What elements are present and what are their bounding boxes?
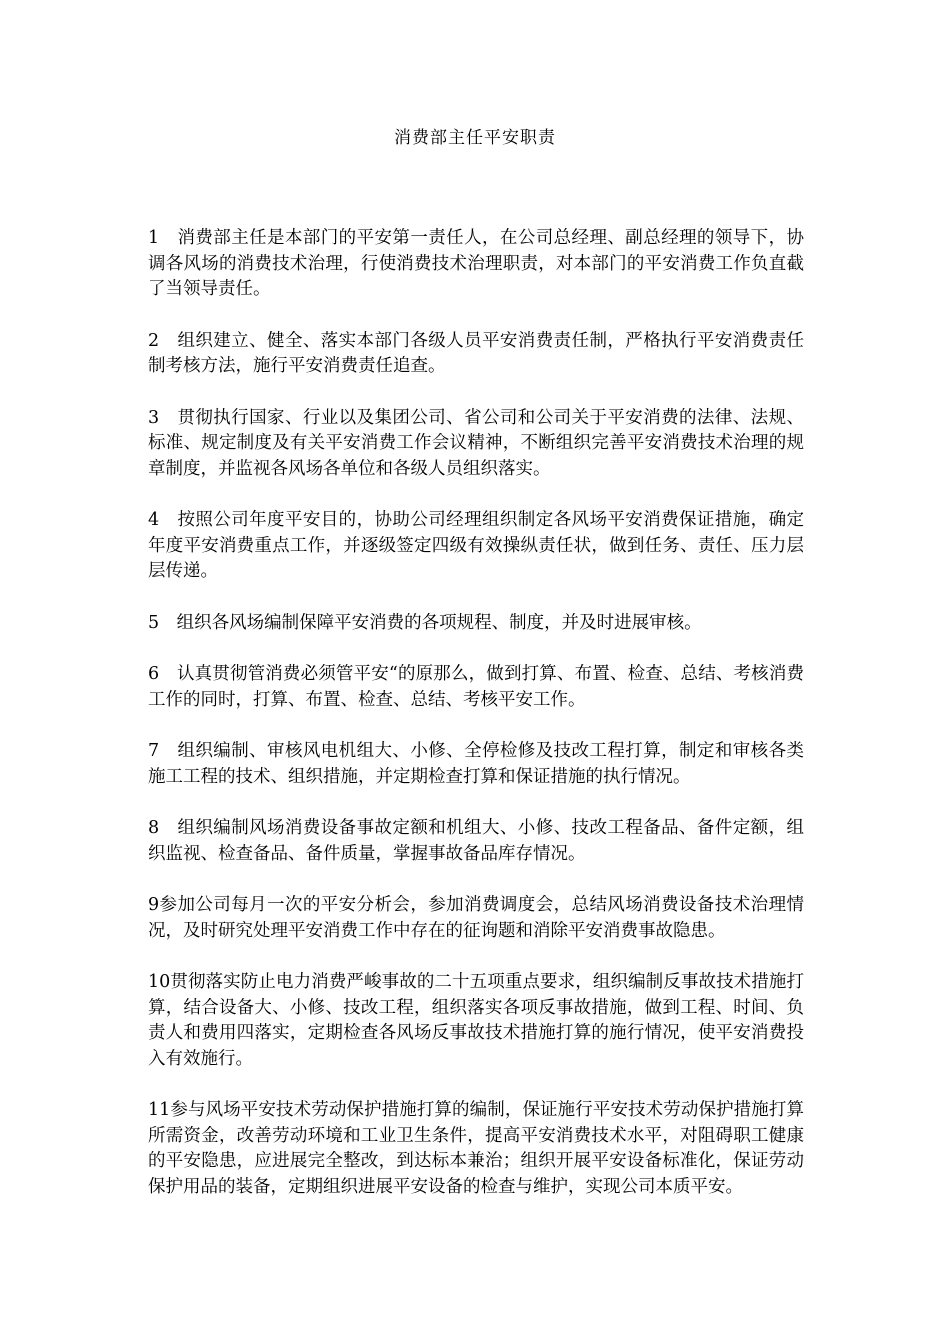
paragraph-text: 参加公司每月一次的平安分析会，参加消费调度会，总结风场消费设备技术治理情况，及时研究处理平安消费工作中存在的征询题和消除平安消费事故隐患。 [148,895,804,941]
paragraph-number: 11 [148,1100,171,1120]
paragraph-10 [148,970,804,1072]
paragraph-text: 按照公司年度平安目的，协助公司经理组织制定各风场平安消费保证措施，确定年度平安消费重点工作，并逐级签定四级有效操纵责任状，做到任务、责任、压力层层传递。 [148,510,804,581]
paragraph-number: 4 [148,510,178,530]
paragraph-number: 6 [148,664,177,684]
paragraph-text: 组织各风场编制保障平安消费的各项规程、制度，并及时进展审核。 [176,612,702,633]
paragraph-4 [148,508,804,585]
paragraph-9 [148,893,804,944]
paragraph-number: 3 [148,407,178,428]
paragraph-number: 8 [148,818,178,838]
paragraph-8 [148,816,804,867]
paragraph-2 [148,329,804,380]
paragraph-number: 2 [148,330,178,351]
paragraph-11 [148,1098,804,1200]
paragraph-text: 贯彻执行国家、行业以及集团公司、省公司和公司关于平安消费的法律、法规、标准、规定制度及有关平安消费工作会议精神，不断组织完善平安消费技术治理的规章制度，并监视各风场各单位和各级人员组织落实。 [148,407,804,479]
paragraph-number: 9 [148,895,160,915]
paragraph-text: 组织编制、审核风电机组大、小修、全停检修及技改工程打算，制定和审核各类施工工程的技术、组织措施，并定期检查打算和保证措施的执行情况。 [148,741,804,787]
paragraph-text: 消费部主任是本部门的平安第一责任人，在公司总经理、副总经理的领导下，协调各风场的消费技术治理，行使消费技术治理职责，对本部门的平安消费工作负直截了当领导责任。 [148,228,804,299]
paragraph-text: 组织编制风场消费设备事故定额和机组大、小修、技改工程备品、备件定额，组织监视、检查备品、备件质量，掌握事故备品库存情况。 [148,818,804,864]
paragraph-number: 5 [148,612,177,633]
paragraph-number: 1 [148,228,178,248]
paragraph-1 [148,226,804,303]
paragraph-7 [148,739,804,790]
document-body [148,226,804,1226]
paragraph-5 [148,611,804,637]
paragraph-6 [148,662,804,713]
paragraph-text: 贯彻落实防止电力消费严峻事故的二十五项重点要求，组织编制反事故技术措施打算，结合设备大、小修、技改工程，组织落实各项反事故措施，做到工程、时间、负责人和费用四落实，定期检查各风场反事故技术措施打算的施行情况，使平安消费投入有效施行。 [148,972,804,1069]
paragraph-text: 组织建立、健全、落实本部门各级人员平安消费责任制，严格执行平安消费责任制考核方法，施行平安消费责任追查。 [148,330,804,376]
paragraph-text: 参与风场平安技术劳动保护措施打算的编制，保证施行平安技术劳动保护措施打算所需资金，改善劳动环境和工业卫生条件，提高平安消费技术水平，对阻碍职工健康的平安隐患，应进展完全整改，到达标本兼治；组织开展平安设备标准化，保证劳动保护用品的装备，定期组织进展平安设备的检查与维护，实现公司本质平安。 [148,1100,804,1197]
paragraph-number: 7 [148,741,178,761]
paragraph-3 [148,406,804,483]
paragraph-number: 10 [148,972,171,992]
document-title: 消费部主任平安职责 [394,128,556,148]
paragraph-text: 认真贯彻管消费必须管平安“的原那么，做到打算、布置、检查、总结、考核消费工作的同时，打算、布置、检查、总结、考核平安工作。 [148,664,804,710]
